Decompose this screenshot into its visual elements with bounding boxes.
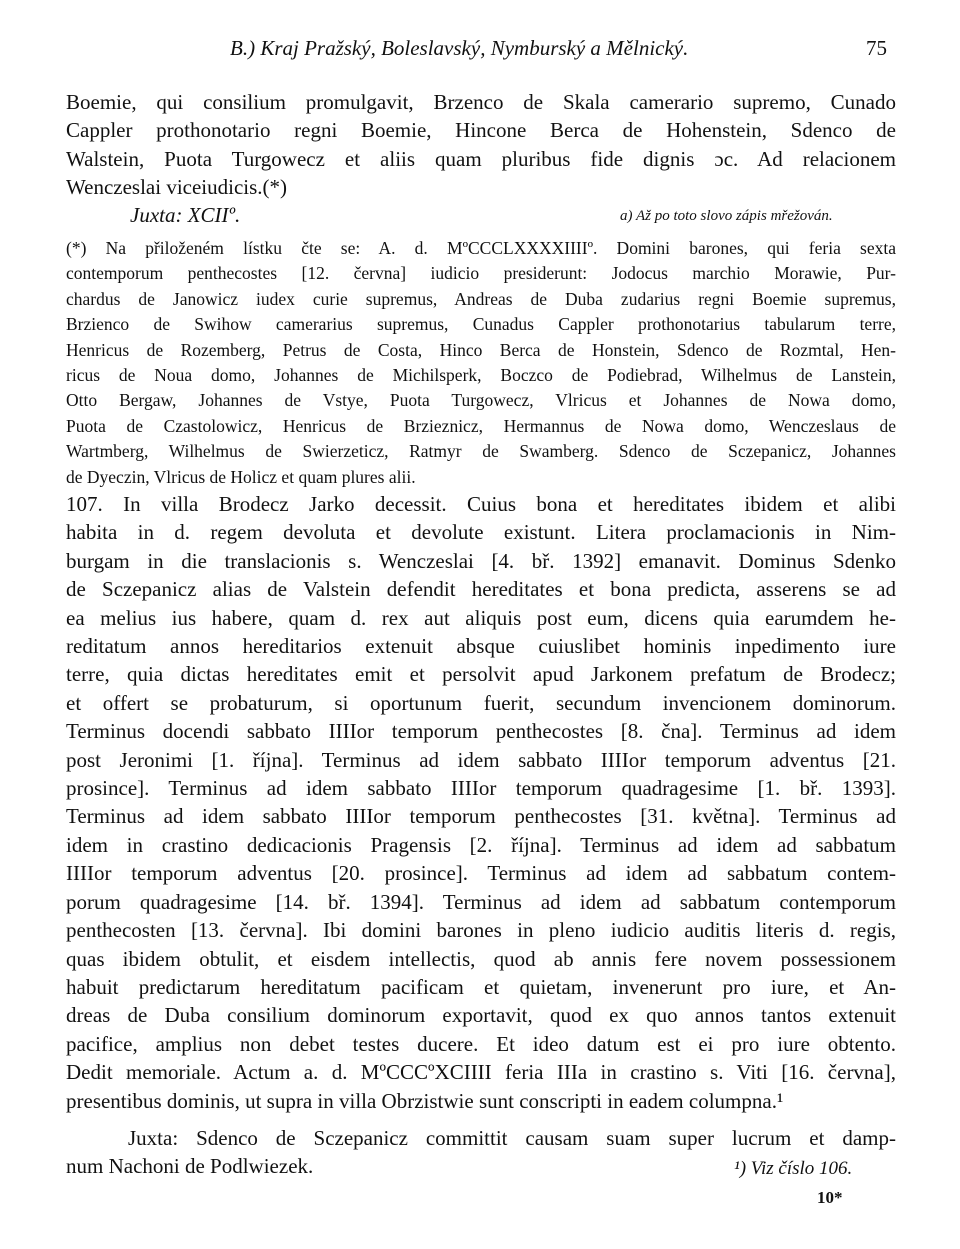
text-line: Terminus ad idem sabbato IIIIor temporum penthecostes [31. května]. Terminus ad [66, 804, 896, 829]
text-line: (*) Na přiloženém lístku čte se: A. d. MºCCCLXXXXIIIIº. Domini barones, qui feria sexta [66, 238, 896, 258]
footnote-a: a) Až po toto slovo zápis mřežován. [620, 208, 833, 224]
text-line: de Dyeczin, Vlricus de Holicz et quam plures alii. [66, 466, 416, 487]
text-line: de Sczepanicz alias de Valstein defendit hereditates et bona predicta, asserens se ad [66, 577, 896, 602]
text-line: contemporum penthecostes [12. června] iudicio presiderunt: Jodocus marchio Morawie, Pur- [66, 263, 896, 284]
text-line: porum quadragesime [14. bř. 1394]. Terminus ad idem ad sabbatum contemporum [66, 889, 896, 914]
text-line: idem in crastino dedicacionis Pragensis [2. října]. Terminus ad idem ad sabbatum [66, 832, 896, 857]
text-line: num Nachoni de Podlwiezek. [66, 1154, 314, 1179]
text-line: Terminus docendi sabbato IIIIor temporum penthecostes [8. čna]. Terminus ad idem [66, 719, 896, 744]
inserted-note [66, 236, 896, 490]
text-line: Wenczeslai viceiudicis.(*) [66, 175, 288, 200]
running-head: B.) Kraj Pražský, Boleslavský, Nymburský a Mělnický. [230, 36, 689, 60]
juxta-reference: Juxta: XCIIº. [130, 203, 241, 227]
text-line: prosince]. Terminus ad idem sabbato IIIIor temporum quadragesime [1. bř. 1393]. [66, 776, 896, 801]
text-line: quas ibidem obtulit, et eisdem intellectis, quod ab annis fere novem possessionem [66, 946, 896, 971]
text-line: Wartmberg, Wilhelmus de Swierzeticz, Ratmyr de Swamberg. Sdenco de Sczepanicz, Johannes [66, 441, 896, 462]
text-line: habita in d. regem devoluta et devolute existunt. Litera proclamacionis in Nim- [66, 520, 896, 545]
text-line: penthecosten [13. června]. Ibi domini barones in pleno iudicio auditis literis d. regis, [66, 918, 896, 943]
text-line: burgam in die translacionis s. Wenczeslai [4. bř. 1392] emanavit. Dominus Sdenko [66, 548, 896, 573]
text-line: 107. In villa Brodecz Jarko decessit. Cuius bona et hereditates ibidem et alibi [66, 492, 896, 516]
text-line: habuit predictarum hereditatum pacificam et quietam, invenerunt pro iure, et An- [66, 974, 896, 999]
text-line: Otto Bergaw, Johannes de Vstye, Puota Turgowecz, Vlricus et Johannes de Nowa domo, [66, 390, 896, 411]
text-line: IIIIor temporum adventus [20. prosince]. Terminus ad idem ad sabbatum contem- [66, 861, 896, 886]
text-line: terre, quia dictas hereditates emit et persolvit apud Jarkonem prefatum de Brodecz; [66, 662, 896, 687]
text-line: pacifice, amplius non debet testes ducere. Et ideo datum est ei pro iure obtento. [66, 1031, 896, 1056]
text-line: ea melius ius habere, quam d. rex aut aliquis post eum, dicens quia earumdem he- [66, 605, 896, 630]
text-line: Cappler prothonotario regni Boemie, Hincone Berca de Hohenstein, Sdenco de [66, 118, 896, 143]
page-number: 75 [866, 36, 887, 60]
signature-mark: 10* [817, 1188, 843, 1207]
page-header [0, 36, 960, 70]
text-line: dreas de Duba consilium dominorum exportavit, quod ex quo annos tantos extenuit [66, 1003, 896, 1028]
text-line: Brzienco de Swihow camerarius supremus, Cunadus Cappler prothonotarius tabularum terre, [66, 314, 896, 335]
text-line: presentibus dominis, ut supra in villa Obrzistwie sunt conscripti in eadem columpna.¹ [66, 1088, 784, 1113]
footnote-1: ¹) Viz číslo 106. [734, 1158, 853, 1179]
paragraph-intro [66, 88, 896, 202]
text-line: et offert se probaturum, si oportunum fuerit, secundum invencionem dominorum. [66, 690, 896, 715]
text-line: Henricus de Rozemberg, Petrus de Costa, Hinco Berca de Honstein, Sdenco de Rozmtal, Hen- [66, 339, 896, 360]
text-line: Boemie, qui consilium promulgavit, Brzenco de Skala camerario supremo, Cunado [66, 90, 896, 114]
text-line: Walstein, Puota Turgowecz et aliis quam pluribus fide dignis ɔc. Ad relacionem [66, 146, 896, 171]
text-line: chardus de Janowicz iudex curie supremus, Andreas de Duba zudarius regni Boemie supremus, [66, 288, 896, 309]
text-line: ricus de Noua domo, Johannes de Michilsperk, Boczco de Podiebrad, Wilhelmus de Lanstein, [66, 365, 896, 386]
text-line: reditatum annos hereditarios extenuit absque cuiuslibet hominis inpedimento iure [66, 634, 896, 659]
text-line: Puota de Czastolowicz, Henricus de Brzieznicz, Hermannus de Nowa domo, Wenczeslaus de [66, 415, 896, 436]
entry-107 [66, 490, 896, 1115]
text-line: post Jeronimi [1. října]. Terminus ad idem sabbato IIIIor temporum adventus [21. [66, 747, 896, 772]
text-line: Dedit memoriale. Actum a. d. MºCCCºXCIIII feria IIIa in crastino s. Viti [16. června], [66, 1060, 896, 1085]
text-line: Juxta: Sdenco de Sczepanicz committit causam suam super lucrum et damp- [128, 1126, 896, 1150]
